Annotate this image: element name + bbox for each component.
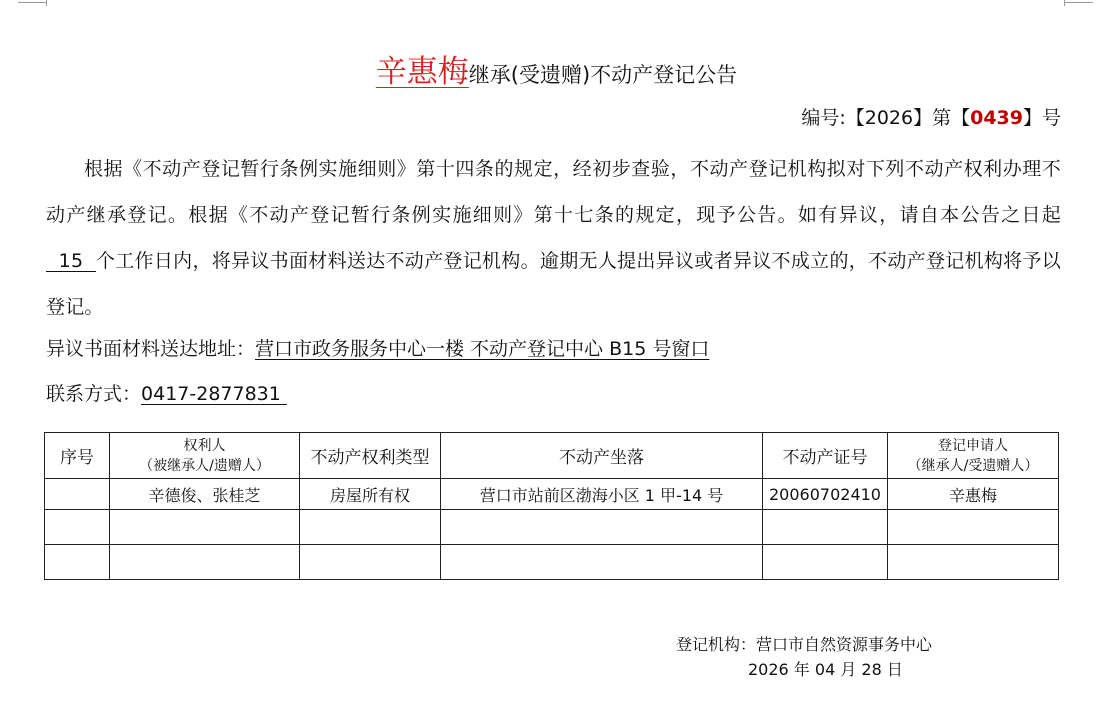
contact-phone: 0417-2877831 [141,383,287,405]
registration-agency: 登记机构：营口市自然资源事务中心 [676,635,933,654]
docno-prefix: 编号:【2026】第【 [801,107,971,129]
header-seq: 序号 [45,433,110,479]
table-header-row [45,433,1059,479]
cell-right-type [300,545,441,580]
cell-seq [45,479,110,510]
header-applicant-line1: 登记申请人 [938,437,1008,454]
cell-location: 营口市站前区渤海小区 1 甲-14 号 [441,479,763,510]
cell-owner: 辛德俊、张桂芝 [110,479,300,510]
header-owner-line2: （被继承人/遗赠人） [139,457,270,474]
objection-days: 15 [46,250,96,272]
cell-right-type [300,510,441,545]
table-row [45,545,1059,580]
cell-applicant: 辛惠梅 [888,479,1059,510]
cell-cert-no [763,545,888,580]
docno-number: 0439 [970,107,1023,129]
paragraph-part-1: 根据《不动产登记暂行条例实施细则》第十四条的规定，经初步查验，不动产登记机构拟对下列不动产权利办理不动产继承登记。根据《不动产登记暂行条例实施细则》第十七条的规定，现予公告。如有异议，请自本公告之日起 [46,158,1061,226]
paragraph-part-2: 个工作日内，将异议书面材料送达不动产登记机构。逾期无人提出异议或者异议不成立的，不动产登记机构将予以登记。 [46,250,1061,318]
header-owner [110,433,300,479]
announcement-paragraph [46,146,1061,330]
document-number [801,104,1061,132]
cell-cert-no: 20060702410 [763,479,888,510]
cell-right-type: 房屋所有权 [300,479,441,510]
address-label: 异议书面材料送达地址： [46,338,256,360]
page-corner-mark-left [18,2,46,3]
header-right-type: 不动产权利类型 [300,433,441,479]
header-applicant [888,433,1059,479]
cell-cert-no [763,510,888,545]
header-location: 不动产坐落 [441,433,763,479]
cell-owner [110,510,300,545]
table-row [45,510,1059,545]
header-cert-no: 不动产证号 [763,433,888,479]
page-corner-mark-right [1065,2,1093,3]
page-corner-mark-right-tick [1064,0,1065,6]
contact-line [46,380,287,408]
cell-seq [45,545,110,580]
cell-owner [110,545,300,580]
header-applicant-line2: （继承人/受遗赠人） [907,457,1039,474]
cell-seq [45,510,110,545]
cell-applicant [888,510,1059,545]
address-value: 营口市政务服务中心一楼 不动产登记中心 B15 号窗口 [255,338,710,360]
document-title [0,52,1113,95]
cell-applicant [888,545,1059,580]
objection-address-line [46,335,709,363]
header-owner-line1: 权利人 [183,437,226,454]
title-text: 继承(受遗赠)不动产登记公告 [468,63,738,87]
footer-signature [676,632,932,682]
cell-location [441,545,763,580]
page-corner-mark-left-tick [46,0,47,6]
property-registration-table [44,432,1059,580]
table-row [45,479,1059,510]
cell-location [441,510,763,545]
contact-label: 联系方式： [46,383,142,405]
docno-suffix: 】号 [1022,107,1061,129]
applicant-name-heading: 辛惠梅 [375,54,469,90]
announcement-date: 2026 年 04 月 28 日 [748,660,903,679]
